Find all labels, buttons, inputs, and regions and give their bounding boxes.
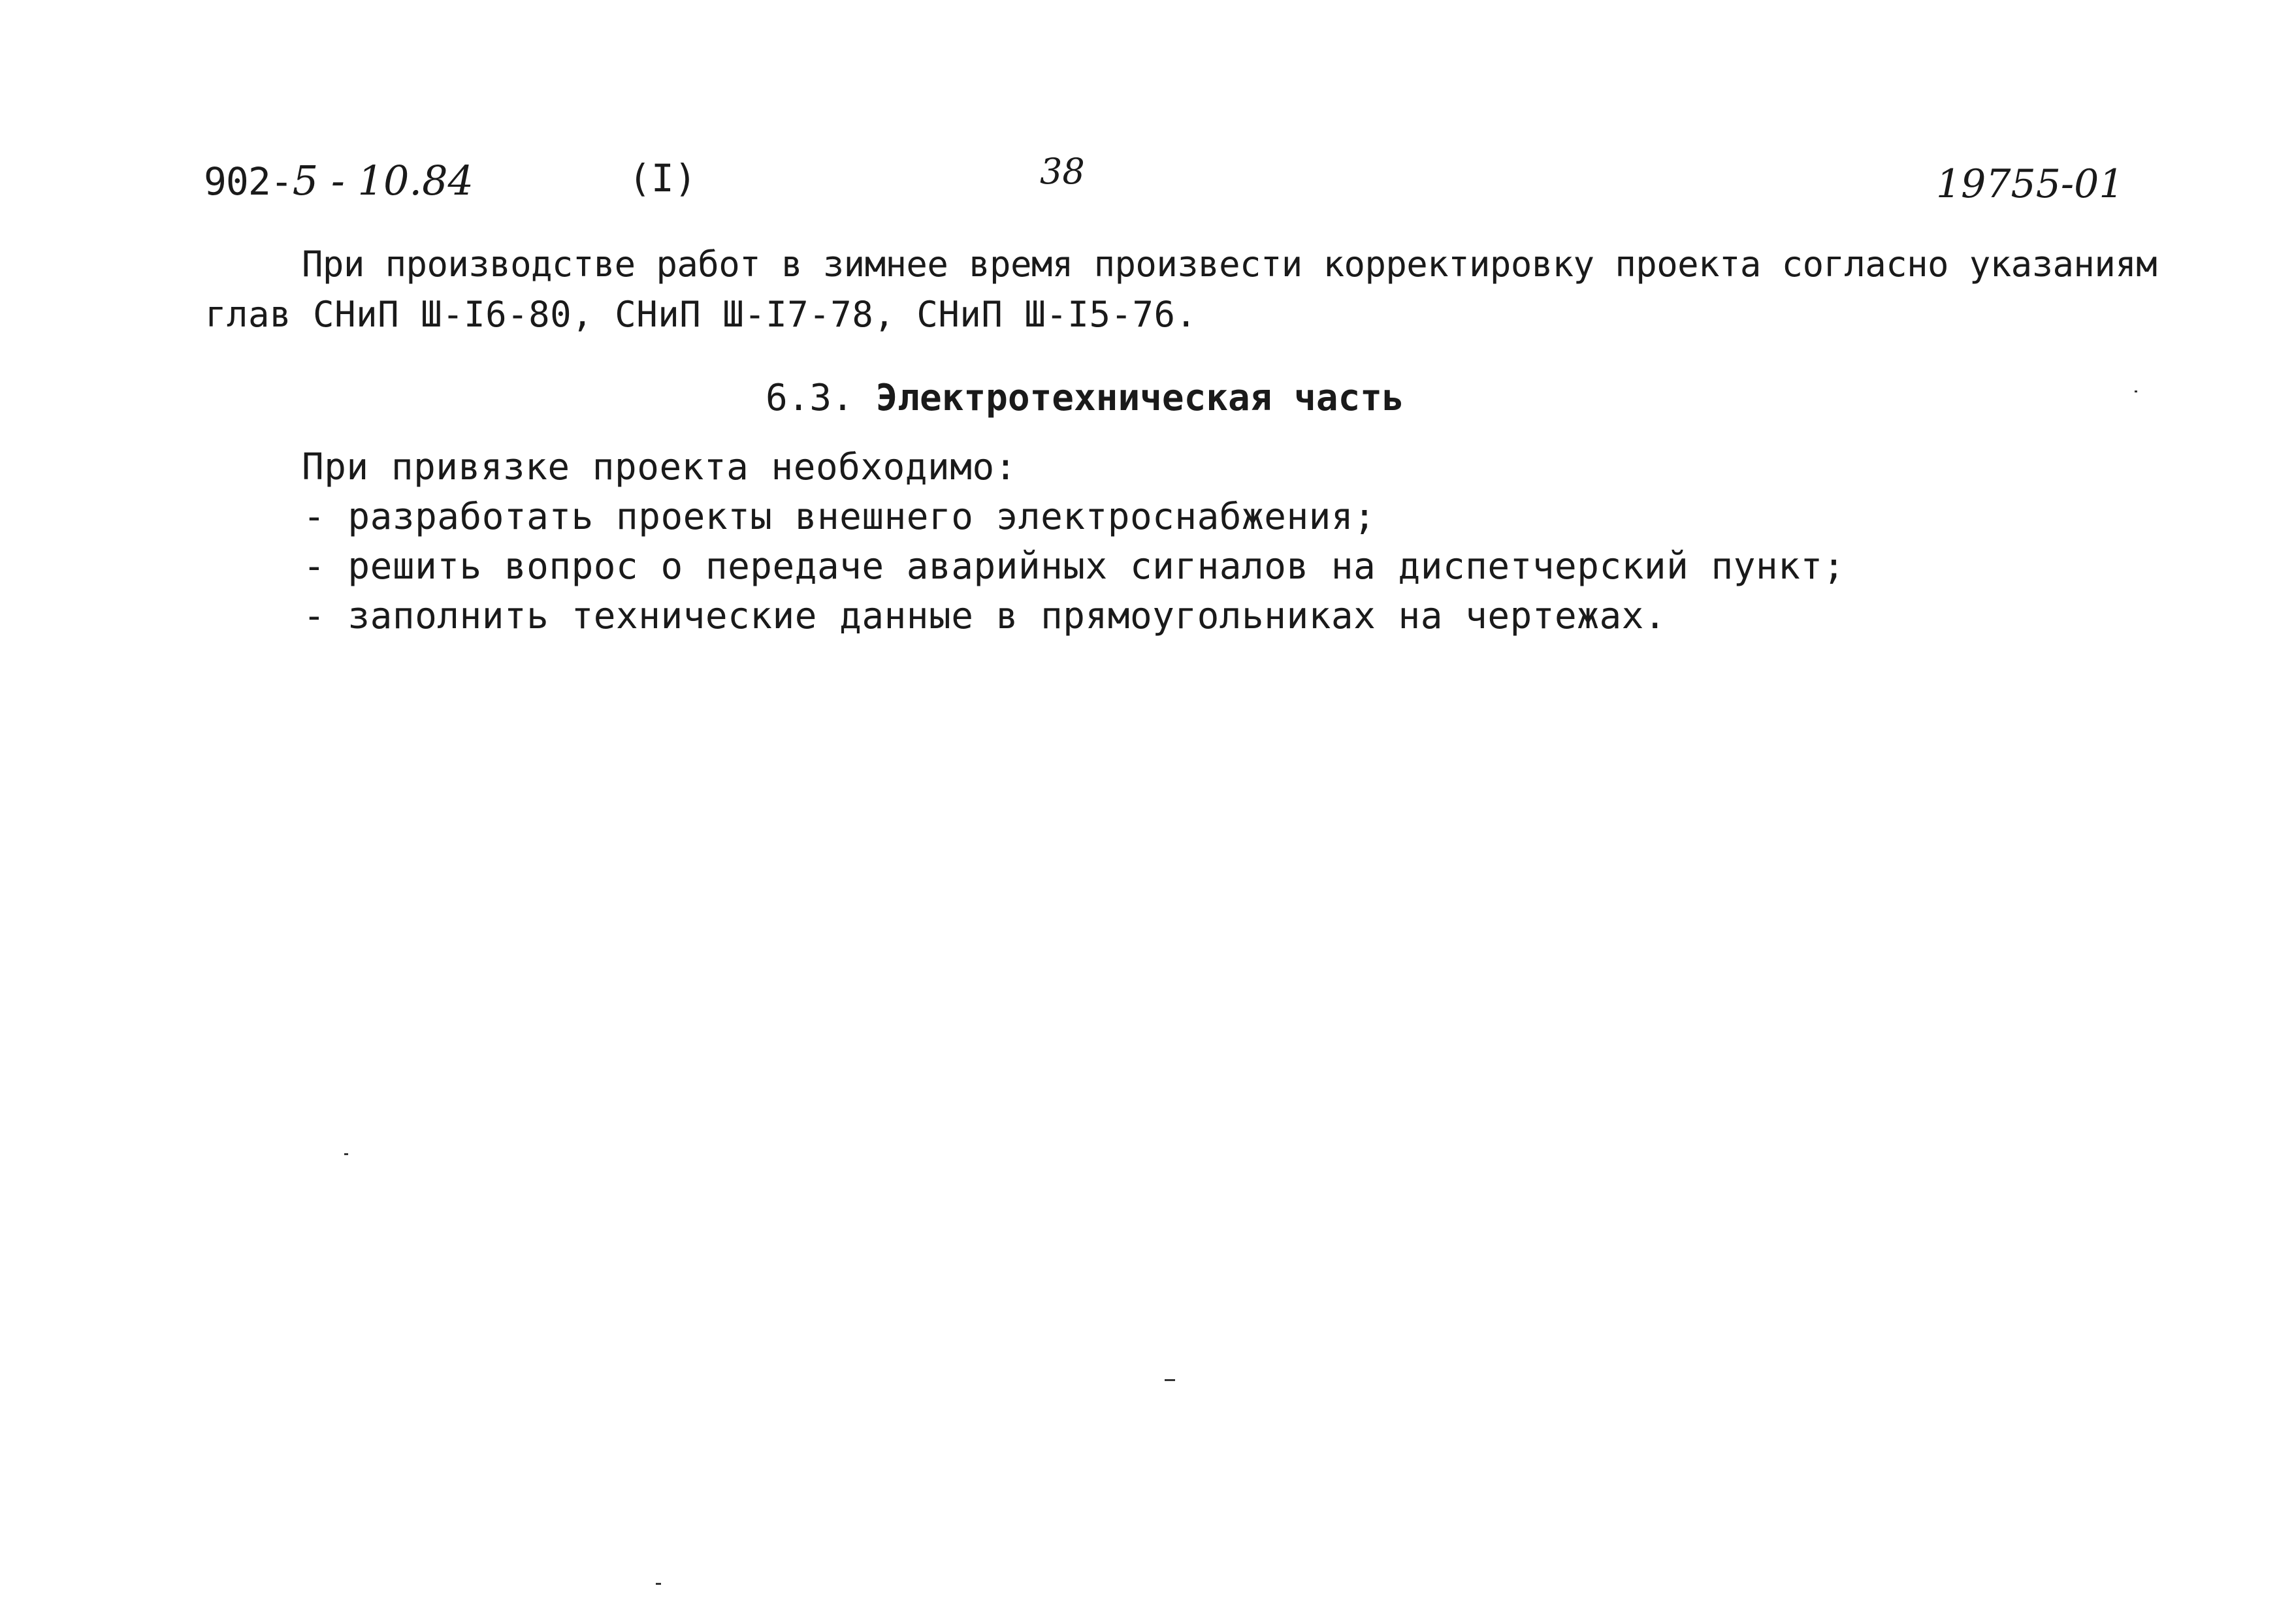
doc-number-handwritten: 5 - 10.84 bbox=[292, 157, 474, 204]
paragraph-line: При производстве работ в зимнее время произвести корректировку проекта согласно указаниям bbox=[302, 244, 2157, 285]
page-number: 38 bbox=[1040, 151, 1085, 192]
section-number: 6.3. bbox=[766, 377, 854, 419]
list-item: - решить вопрос о передаче аварийных сигналов на диспетчерский пункт; bbox=[303, 545, 1845, 588]
doc-number-prefix: 902- bbox=[204, 159, 293, 204]
section-heading bbox=[766, 377, 1404, 419]
inventory-number: 19755-01 bbox=[1936, 161, 2124, 207]
section-title: Электротехническая часть bbox=[875, 377, 1404, 419]
doc-number bbox=[204, 157, 474, 204]
intro-line: При привязке проекта необходимо: bbox=[302, 446, 1017, 488]
part-number: (I) bbox=[628, 156, 697, 200]
scan-speck bbox=[656, 1583, 661, 1585]
list-item: - заполнить технические данные в прямоугольниках на чертежах. bbox=[303, 595, 1667, 637]
scan-speck bbox=[1165, 1379, 1175, 1381]
list-item: - разработать проекты внешнего электроснабжения; bbox=[303, 496, 1376, 538]
scan-speck bbox=[344, 1153, 348, 1155]
scan-speck bbox=[2135, 390, 2137, 392]
paragraph-line: глав СНиП Ш-I6-80, СНиП Ш-I7-78, СНиП Ш-I5-76. bbox=[205, 294, 1197, 335]
